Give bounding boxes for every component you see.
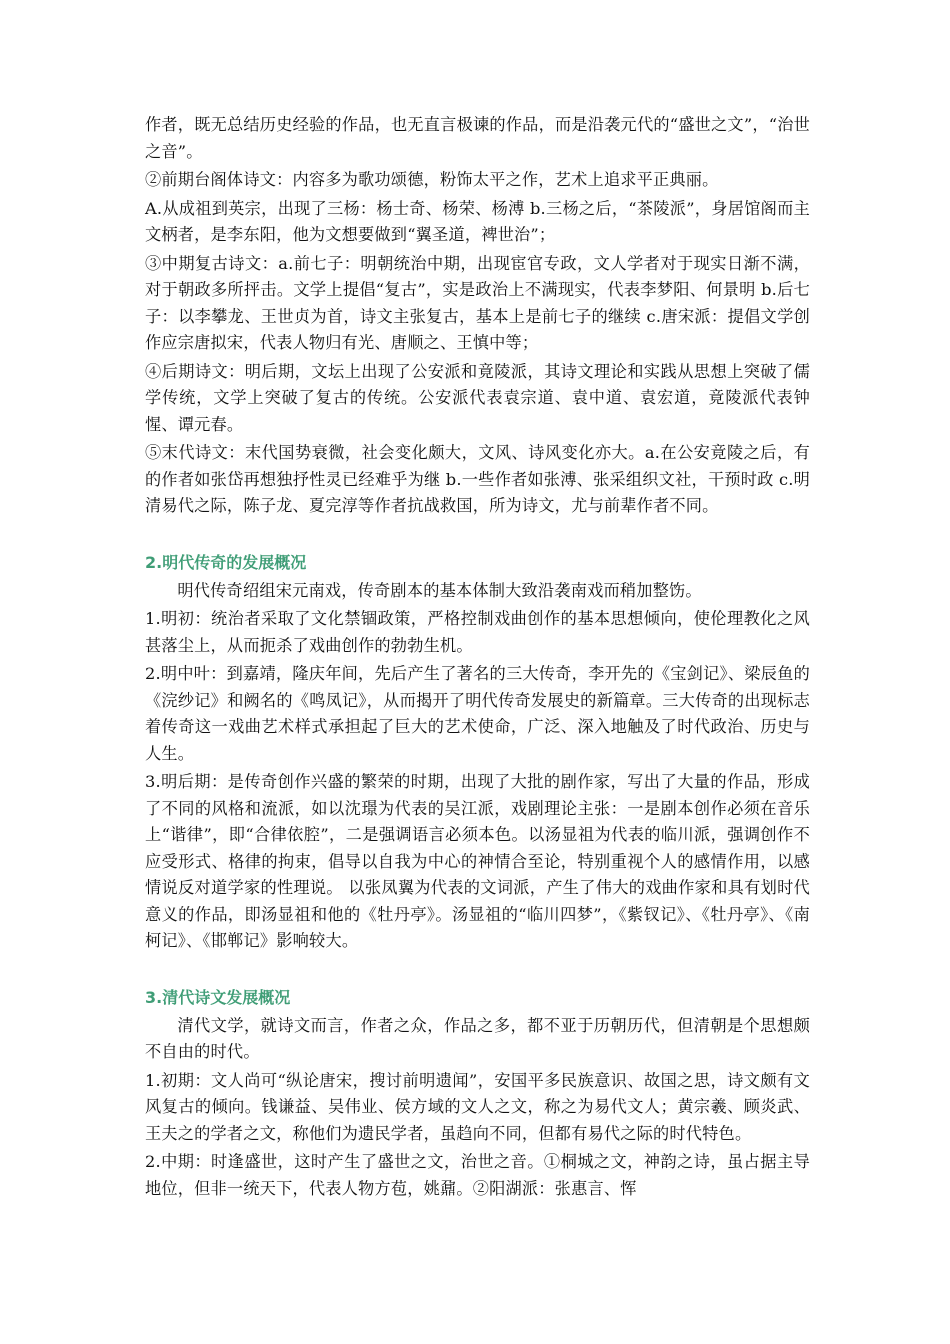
section-spacer xyxy=(145,522,810,550)
document-page xyxy=(145,112,810,1204)
paragraph: 1.明初：统治者采取了文化禁锢政策，严格控制戏曲创作的基本思想倾向，使伦理教化之风甚落尘上，从而扼杀了戏曲创作的勃勃生机。 xyxy=(145,609,810,655)
paragraph: 1.初期：文人尚可“纵论唐宋，搜讨前明遗闻”，安国平多民族意识、故国之思，诗文颇有文风复古的倾向。钱谦益、吴伟业、侯方域的文人之文，称之为易代文人；黄宗羲、顾炎武、王夫之的学者之文，称他们为遗民学者，虽趋向不同，但都有易代之际的时代特色。 xyxy=(145,1070,810,1143)
paragraph: ②前期台阁体诗文：内容多为歌功颂德，粉饰太平之作，艺术上追求平正典丽。 xyxy=(145,170,719,189)
paragraph: A.从成祖到英宗，出现了三杨：杨士奇、杨荣、杨溥 b.三杨之后，“茶陵派”，身居馆阁而主文柄者，是李东阳，他为文想要做到“翼圣道，裨世治”； xyxy=(145,198,810,244)
paragraph: 2.明中叶：到嘉靖，隆庆年间，先后产生了著名的三大传奇，李开先的《宝剑记》、梁辰鱼的《浣纱记》和阙名的《鸣凤记》，从而揭开了明代传奇发展史的新篇章。三大传奇的出现标志着传奇这一戏曲艺术样式承担起了巨大的艺术使命，广泛、深入地触及了时代政治、历史与人生。 xyxy=(145,664,810,763)
section-heading-ming-chuanqi: 2.明代传奇的发展概况 xyxy=(145,552,307,572)
section-spacer xyxy=(145,957,810,985)
paragraph: 作者，既无总结历史经验的作品，也无直言极谏的作品，而是沿袭元代的“盛世之文”，“治世之音”。 xyxy=(145,115,810,161)
section-heading-qing-poetry: 3.清代诗文发展概况 xyxy=(145,987,291,1007)
paragraph: ⑤末代诗文：末代国势衰微，社会变化颇大，文风、诗风变化亦大。a.在公安竟陵之后，有的作者如张岱再想独抒性灵已经难乎为继 b.一些作者如张溥、张采组织文社，干预时政 c.明清易代之际，陈子龙、夏完淳等作者抗战救国，所为诗文，尤与前辈作者不同。 xyxy=(145,443,810,515)
section-intro: 清代文学，就诗文而言，作者之众，作品之多，都不亚于历朝历代，但清朝是个思想颇不自由的时代。 xyxy=(145,1015,810,1061)
paragraph: 2.中期：时逢盛世，这时产生了盛世之文，治世之音。①桐城之文，神韵之诗，虽占据主导地位，但非一统天下，代表人物方苞，姚鼐。②阳湖派：张惠言、恽 xyxy=(145,1152,810,1198)
paragraph: ④后期诗文：明后期，文坛上出现了公安派和竟陵派，其诗文理论和实践从思想上突破了儒学传统，文学上突破了复古的传统。公安派代表袁宗道、袁中道、袁宏道，竟陵派代表钟惺、谭元春。 xyxy=(145,361,810,434)
paragraph: ③中期复古诗文：a.前七子：明朝统治中期，出现宦官专政，文人学者对于现实日渐不满，对于朝政多所抨击。文学上提倡“复古”，实是政治上不满现实，代表李梦阳、何景明 b.后七子：以李攀龙、王世贞为首，诗文主张复古，基本上是前七子的继续 c.唐宋派：提倡文学创作应宗唐拟宋，代表人物归有光、唐顺之、王慎中等； xyxy=(145,253,810,352)
section-intro: 明代传奇绍组宋元南戏，传奇剧本的基本体制大致沿袭南戏而稍加整饬。 xyxy=(177,580,702,600)
paragraph: 3.明后期：是传奇创作兴盛的繁荣的时期，出现了大批的剧作家，写出了大量的作品，形成了不同的风格和流派，如以沈璟为代表的吴江派，戏剧理论主张：一是剧本创作必须在音乐上“谐律”，即“合律依腔”，二是强调语言必须本色。以汤显祖为代表的临川派，强调创作不应受形式、格律的拘束，倡导以自我为中心的神情合至论，特别重视个人的感情作用，以感情说反对道学家的性理说。 以张凤翼为代表的文词派，产生了伟大的戏曲作家和具有划时代意义的作品，即汤显祖和他的《牡丹亭》。汤显祖的“临川四梦”，《紫钗记》、《牡丹亭》、《南柯记》、《邯郸记》影响较大。 xyxy=(145,772,810,950)
